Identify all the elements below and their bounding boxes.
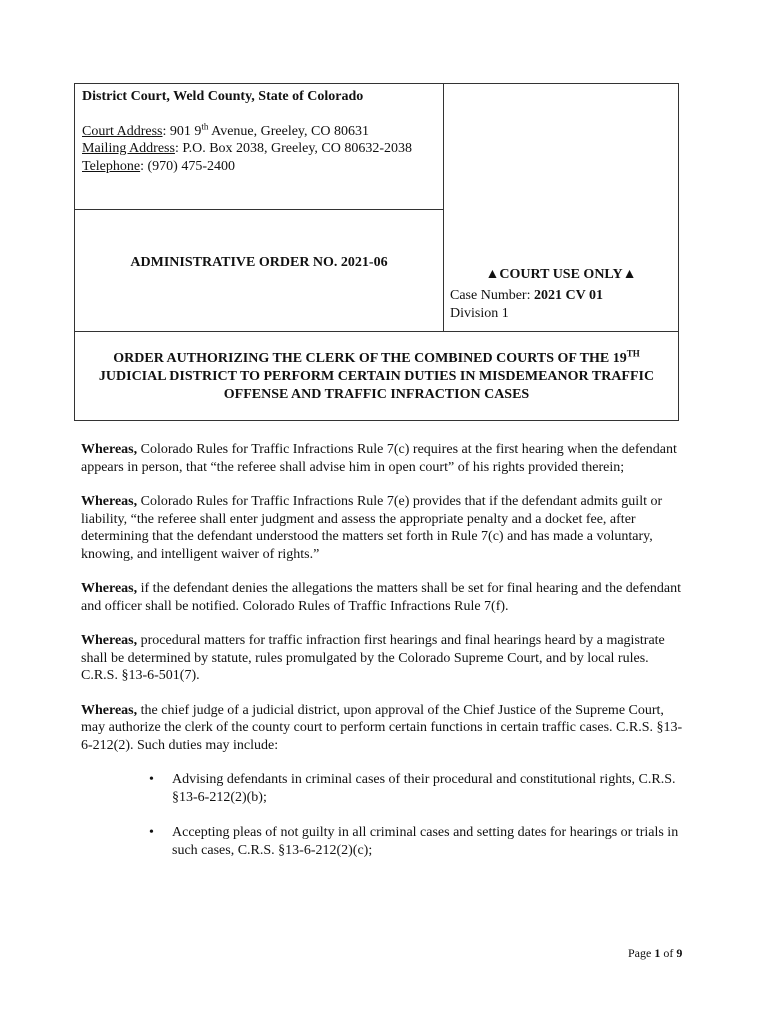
admin-order-number: ADMINISTRATIVE ORDER NO. 2021-06 — [130, 255, 388, 270]
case-caption-box — [74, 83, 679, 421]
list-item — [149, 771, 682, 806]
bullet-icon: • — [149, 772, 154, 787]
court-info-cell — [75, 84, 444, 210]
order-body — [81, 441, 683, 877]
court-address-value: : 901 9 — [162, 123, 202, 139]
list-item-text: Accepting pleas of not guilty in all criminal cases and setting dates for hearings or trials in such cases, C.R.S. §13-6-212(2)(c); — [172, 825, 679, 858]
page-total: 9 — [676, 946, 683, 960]
order-title-text-rest: JUDICIAL DISTRICT TO PERFORM CERTAIN DUTIES IN MISDEMEANOR TRAFFIC OFFENSE AND TRAFFIC INFRACTION CASES — [98, 369, 655, 402]
page-label: Page — [628, 946, 655, 960]
court-name: District Court, Weld County, State of Colorado — [82, 89, 364, 104]
mailing-address-label: Mailing Address — [82, 141, 175, 156]
whereas-paragraph — [81, 632, 683, 685]
case-number-value: 2021 CV 01 — [533, 288, 603, 303]
court-use-cell — [444, 84, 678, 332]
bullet-icon: • — [149, 825, 154, 840]
duties-list — [81, 771, 683, 859]
admin-order-cell — [75, 210, 444, 332]
case-number — [450, 287, 603, 305]
mailing-address-line — [82, 140, 436, 158]
court-address-label: Court Address — [82, 123, 163, 139]
whereas-lead: Whereas, — [81, 494, 138, 509]
order-title-cell — [75, 332, 678, 420]
court-address-line — [82, 120, 436, 141]
mailing-address-value: : P.O. Box 2038, Greeley, CO 80632-2038 — [174, 141, 413, 156]
list-item-text: Advising defendants in criminal cases of their procedural and constitutional rights, C.R.S. §13-6-212(2)(b); — [172, 772, 676, 805]
page-footer — [628, 945, 682, 963]
order-title-text: ORDER AUTHORIZING THE CLERK OF THE COMBINED COURTS OF THE 19 — [113, 351, 627, 366]
list-item — [149, 824, 682, 859]
whereas-text: Colorado Rules for Traffic Infractions Rule 7(c) requires at the first hearing when the defendant appears in person, that “the referee shall advise him in open court” of his rights provided therein; — [81, 442, 677, 475]
court-address-sup: th — [201, 120, 209, 131]
whereas-lead: Whereas, — [81, 702, 138, 718]
court-address-value-end: Avenue, Greeley, CO 80631 — [208, 123, 369, 139]
whereas-lead: Whereas, — [81, 442, 138, 457]
whereas-text: if the defendant denies the allegations the matters shall be set for final hearing and the defendant and officer shall be notified. Colorado Rules of Traffic Infractions Rule 7(f). — [81, 581, 681, 614]
page-current: 1 — [654, 946, 661, 960]
order-title-sup: TH — [626, 348, 640, 359]
case-number-label: Case Number: — [450, 288, 534, 303]
court-address-block — [82, 120, 436, 176]
whereas-paragraph — [81, 702, 683, 755]
whereas-text: procedural matters for traffic infraction first hearings and final hearings heard by a magistrate shall be determined by statute, rules promulgated by the Colorado Supreme Court, and by local rules. C.R.S. §13-6-501(7). — [81, 633, 665, 683]
whereas-paragraph — [81, 493, 683, 563]
telephone-value: : (970) 475-2400 — [140, 158, 235, 174]
telephone-label: Telephone — [82, 158, 141, 174]
whereas-lead: Whereas, — [81, 581, 138, 596]
whereas-text: the chief judge of a judicial district, upon approval of the Chief Justice of the Supreme Court, may authorize the clerk of the county court to perform certain functions in certain traffic cases. C.R.S. §13-6-212(2). Such duties may include: — [81, 702, 683, 753]
court-use-only-label: ▲COURT USE ONLY▲ — [485, 267, 637, 282]
page-of-label: of — [660, 946, 677, 960]
telephone-line — [82, 158, 436, 176]
division: Division 1 — [450, 306, 509, 321]
whereas-text: Colorado Rules for Traffic Infractions Rule 7(e) provides that if the defendant admits guilt or liability, “the referee shall enter judgment and assess the appropriate penalty and a docket fee, after determining that the defendant understood the matters set forth in Rule 7(c) and has made a voluntary, knowing, and intelligent waiver of rights.” — [81, 494, 663, 562]
whereas-paragraph — [81, 580, 683, 615]
order-title — [75, 350, 678, 404]
whereas-paragraph — [81, 441, 683, 476]
whereas-lead: Whereas, — [81, 633, 138, 648]
